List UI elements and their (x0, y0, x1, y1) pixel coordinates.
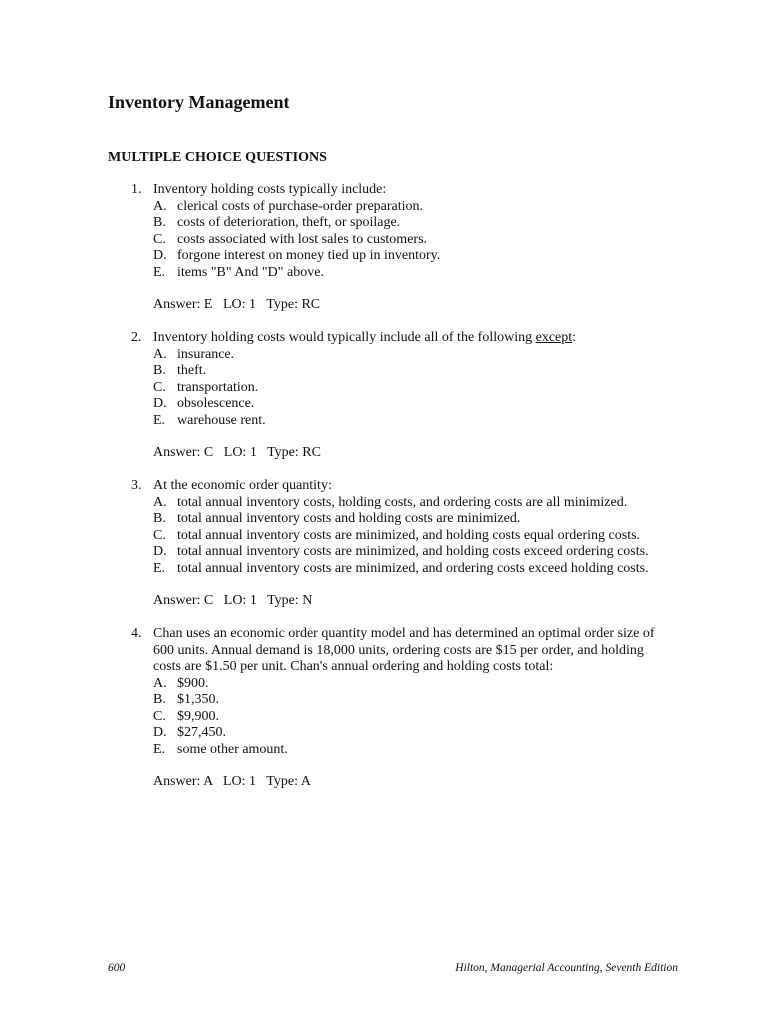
option-text: $9,900. (177, 708, 219, 724)
option-b (153, 363, 673, 380)
section-title: MULTIPLE CHOICE QUESTIONS (108, 150, 327, 165)
question-3 (0, 478, 768, 626)
question-number: 1. (131, 182, 142, 197)
question-4 (0, 626, 768, 791)
question-list (0, 182, 768, 791)
option-b (153, 511, 673, 528)
option-d (153, 248, 673, 265)
question-stem (153, 330, 673, 347)
stem-text-end: : (572, 330, 577, 345)
option-e (153, 742, 673, 759)
option-text: $900. (177, 675, 209, 691)
option-list (153, 676, 673, 759)
option-a (153, 347, 673, 364)
option-letter: B. (153, 692, 166, 707)
answer-line: Answer: A LO: 1 Type: A (153, 774, 311, 789)
option-list (153, 495, 673, 578)
option-text: some other amount. (177, 741, 288, 757)
option-text: total annual inventory costs are minimized, and holding costs exceed ordering costs. (177, 544, 649, 559)
option-c (153, 709, 673, 726)
option-c (153, 232, 673, 249)
option-letter: E. (153, 264, 166, 280)
option-letter: D. (153, 248, 167, 263)
option-e (153, 413, 673, 430)
option-c (153, 528, 673, 545)
question-stem: At the economic order quantity: (153, 478, 332, 493)
option-letter: C. (153, 527, 166, 543)
option-letter: E. (153, 412, 166, 428)
option-text: warehouse rent. (177, 412, 266, 428)
question-number: 4. (131, 626, 142, 641)
option-text: items "B" And "D" above. (177, 264, 324, 280)
answer-line: Answer: C LO: 1 Type: RC (153, 445, 321, 460)
option-text: $1,350. (177, 692, 219, 707)
option-text: costs associated with lost sales to customers. (177, 231, 428, 247)
option-letter: D. (153, 396, 167, 411)
option-text: clerical costs of purchase-order preparation. (177, 198, 424, 214)
option-letter: B. (153, 511, 166, 526)
question-1 (0, 182, 768, 330)
page-number: 600 (108, 962, 126, 974)
question-number: 2. (131, 330, 142, 345)
option-letter: A. (153, 198, 167, 214)
option-text: total annual inventory costs and holding costs are minimized. (177, 511, 521, 526)
option-text: costs of deterioration, theft, or spoilage. (177, 215, 401, 230)
option-text: insurance. (177, 346, 235, 362)
option-text: total annual inventory costs, holding costs, and ordering costs are all minimized. (177, 494, 628, 510)
option-a (153, 495, 673, 512)
option-list (153, 347, 673, 430)
option-text: obsolescence. (177, 396, 255, 411)
question-number: 3. (131, 478, 142, 493)
option-letter: C. (153, 379, 166, 395)
option-letter: A. (153, 346, 167, 362)
option-e (153, 561, 673, 578)
footer-source: Hilton, Managerial Accounting, Seventh Edition (455, 962, 678, 974)
option-list (153, 199, 673, 282)
question-2 (0, 330, 768, 478)
option-letter: A. (153, 675, 167, 691)
option-text: total annual inventory costs are minimized, and ordering costs exceed holding costs. (177, 560, 649, 576)
question-stem: Chan uses an economic order quantity model and has determined an optimal order size of 600 units. Annual demand is 18,000 units, ordering costs are $15 per order, and holding costs are $1.50 per unit. Chan's annual ordering and holding costs total: (153, 626, 655, 674)
option-text: total annual inventory costs are minimized, and holding costs equal ordering costs. (177, 527, 641, 543)
option-letter: C. (153, 231, 166, 247)
option-letter: A. (153, 494, 167, 510)
option-d (153, 544, 673, 561)
option-a (153, 199, 673, 216)
question-stem: Inventory holding costs typically include: (153, 182, 387, 197)
option-e (153, 265, 673, 282)
option-text: transportation. (177, 379, 259, 395)
option-text: $27,450. (177, 725, 226, 740)
option-letter: E. (153, 741, 166, 757)
option-b (153, 692, 673, 709)
stem-text: Inventory holding costs would typically include all of the following (153, 330, 536, 345)
option-letter: C. (153, 708, 166, 724)
option-letter: D. (153, 544, 167, 559)
option-letter: B. (153, 363, 166, 378)
answer-line: Answer: C LO: 1 Type: N (153, 593, 313, 608)
option-c (153, 380, 673, 397)
option-d (153, 725, 673, 742)
option-b (153, 215, 673, 232)
option-letter: E. (153, 560, 166, 576)
option-d (153, 396, 673, 413)
chapter-title: Inventory Management (108, 92, 290, 112)
option-text: theft. (177, 363, 207, 378)
answer-line: Answer: E LO: 1 Type: RC (153, 297, 321, 312)
option-letter: B. (153, 215, 166, 230)
option-a (153, 676, 673, 693)
option-text: forgone interest on money tied up in inventory. (177, 248, 441, 263)
stem-emphasis: except (535, 330, 573, 345)
option-letter: D. (153, 725, 167, 740)
